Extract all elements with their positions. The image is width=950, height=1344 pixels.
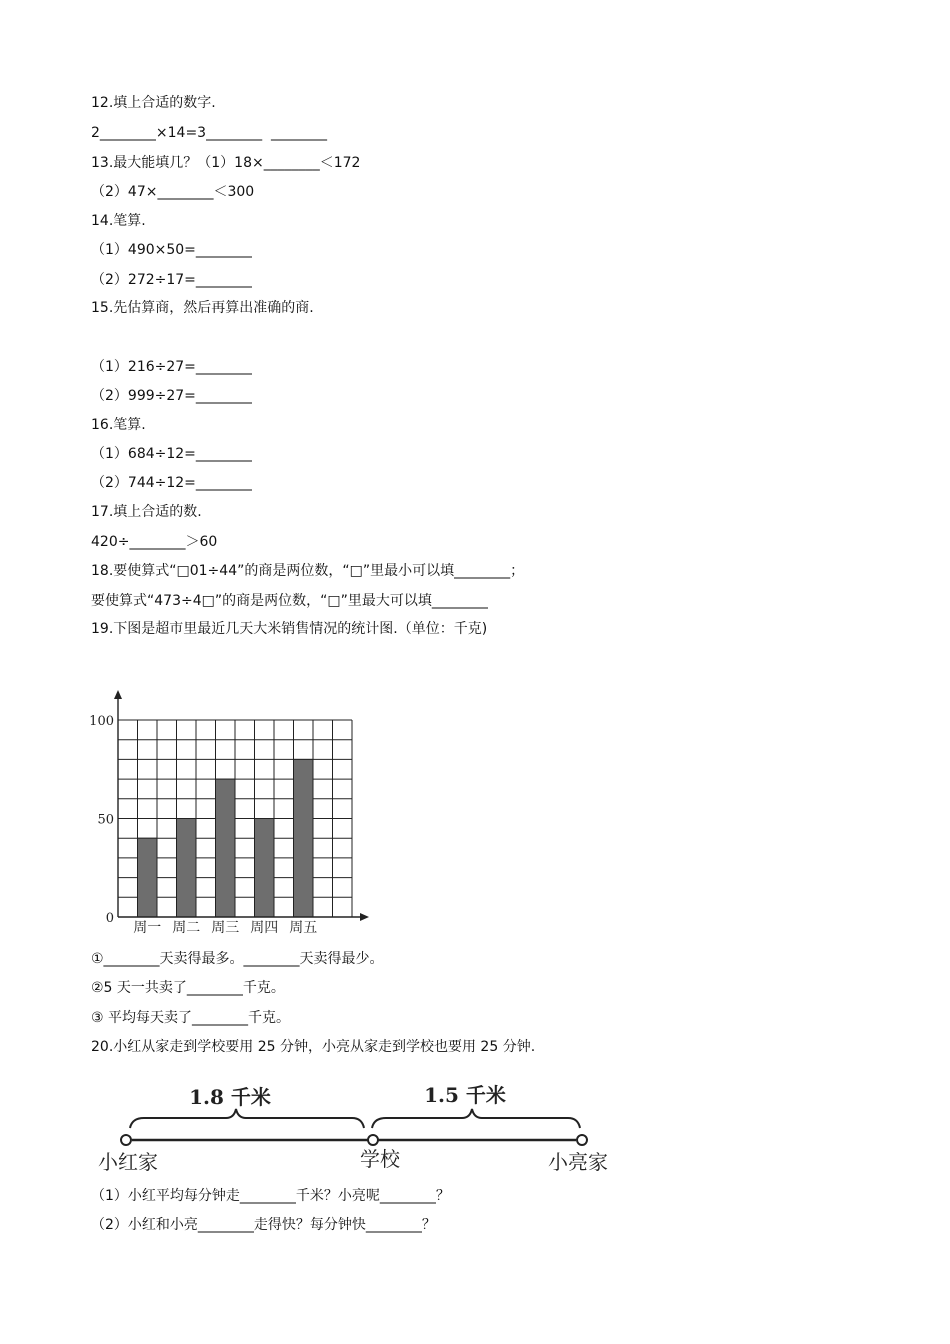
place-left-label: 小红家	[98, 1150, 158, 1174]
question-18-part-2: 要使算式“473÷4□”的商是两位数，“□”里最大可以填________	[91, 593, 488, 609]
y-axis-arrow	[114, 690, 122, 699]
question-20-title: 20.小红从家走到学校要用 25 分钟，小亮从家走到学校也要用 25 分钟.	[91, 1039, 536, 1055]
y-tick-labels	[89, 714, 114, 926]
distance-right-label: 1.5 千米	[424, 1083, 506, 1107]
question-13-part-2: （2）47×________＜300	[91, 184, 255, 200]
x-tick-labels	[133, 920, 317, 936]
x-tick-label: 周三	[211, 920, 240, 936]
home-xiaoliang-marker	[577, 1135, 587, 1145]
question-15-part-2: （2）999÷27=________	[91, 388, 252, 404]
question-15-title: 15.先估算商，然后再算出准确的商.	[91, 300, 314, 316]
y-tick-label: 0	[105, 911, 114, 926]
brace-right	[372, 1109, 580, 1128]
question-16-part-2: （2）744÷12=________	[91, 475, 252, 491]
question-17-blank: 420÷________＞60	[91, 534, 218, 550]
question-18-part-1: 18.要使算式“□01÷44”的商是两位数，“□”里最小可以填________；	[91, 563, 525, 579]
question-19-part-3: ③ 平均每天卖了________千克。	[91, 1010, 291, 1026]
question-14-part-2: （2）272÷17=________	[91, 272, 252, 288]
question-17-title: 17.填上合适的数.	[91, 504, 202, 520]
bar-周一	[138, 838, 158, 917]
x-tick-label: 周五	[289, 920, 318, 936]
question-14-title: 14.笔算.	[91, 213, 146, 229]
y-tick-label: 100	[89, 714, 114, 729]
question-12-title: 12.填上合适的数字.	[91, 95, 216, 111]
question-16-part-1: （1）684÷12=________	[91, 446, 252, 462]
route-diagram	[90, 1078, 630, 1178]
y-tick-label: 50	[97, 812, 114, 828]
question-20-part-1: （1）小红平均每分钟走________千米？小亮呢________？	[91, 1188, 450, 1204]
bar-周五	[294, 759, 314, 917]
bar-周四	[255, 819, 275, 918]
place-middle-label: 学校	[360, 1147, 400, 1171]
question-13-part-1: 13.最大能填几？（1）18×________＜172	[91, 155, 361, 171]
brace-left	[130, 1109, 364, 1128]
home-xiaohong-marker	[121, 1135, 131, 1145]
x-tick-label: 周四	[250, 920, 279, 936]
question-19-part-1: ①________天卖得最多。________天卖得最少。	[91, 951, 384, 967]
question-15-part-1: （1）216÷27=________	[91, 359, 252, 375]
x-axis-arrow	[360, 913, 369, 921]
question-12-blanks: 2________×14=3________ ________	[91, 125, 327, 141]
question-20-part-2: （2）小红和小亮________走得快？每分钟快________？	[91, 1217, 436, 1233]
question-19-title: 19.下图是超市里最近几天大米销售情况的统计图.（单位：千克)	[91, 621, 488, 637]
bar-周三	[216, 779, 236, 917]
school-marker	[368, 1135, 378, 1145]
question-19-part-2: ②5 天一共卖了________千克。	[91, 980, 285, 996]
bar-周二	[177, 819, 197, 918]
distance-left-label: 1.8 千米	[189, 1085, 271, 1109]
rice-sales-bar-chart	[88, 688, 373, 938]
x-tick-label: 周一	[133, 920, 162, 936]
x-tick-label: 周二	[172, 920, 201, 936]
question-14-part-1: （1）490×50=________	[91, 242, 252, 258]
question-16-title: 16.笔算.	[91, 417, 146, 433]
place-right-label: 小亮家	[548, 1150, 608, 1174]
